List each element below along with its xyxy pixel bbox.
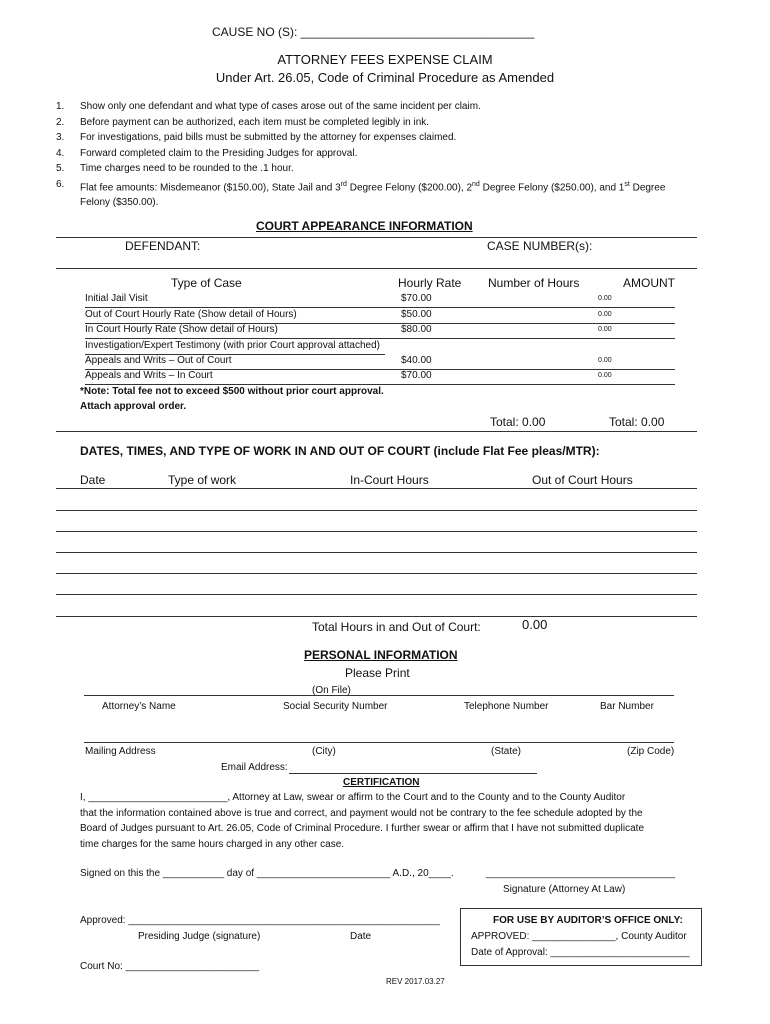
work-line[interactable] — [56, 594, 697, 595]
signature-label: Signature (Attorney At Law) — [503, 884, 626, 895]
certification-line-1: I, _________________________, Attorney at Law, swear or affirm to the Court and to the County and to the County Auditor — [80, 792, 626, 803]
please-print: Please Print — [345, 666, 410, 680]
col-in-court-hours: In-Court Hours — [350, 473, 429, 487]
approved-line[interactable]: Approved: ________________________________________________________ — [80, 915, 440, 926]
telephone-label: Telephone Number — [464, 701, 549, 712]
signature-line[interactable]: __________________________________ — [486, 868, 676, 879]
instruction-item: 5. Time charges need to be rounded to the .1 hour. — [56, 163, 294, 174]
instruction-item: 4. Forward completed claim to the Presiding Judges for approval. — [56, 147, 358, 159]
city-label: (City) — [312, 746, 336, 757]
fee-note-approval: Attach approval order. — [80, 401, 187, 412]
court-no-line[interactable]: Court No: ________________________ — [80, 961, 260, 972]
col-type-of-case: Type of Case — [171, 276, 242, 290]
work-line[interactable] — [56, 531, 697, 532]
instruction-item: 2. Before payment can be authorized, each item must be completed legibly in ink. — [56, 116, 430, 128]
instruction-item: Felony ($350.00). — [80, 197, 159, 209]
total-hours: Total: 0.00 — [490, 415, 546, 429]
col-out-court-hours: Out of Court Hours — [532, 473, 633, 487]
state-label: (State) — [491, 746, 522, 757]
fee-row-out-of-court[interactable]: Out of Court Hourly Rate (Show detail of Hours) $50.00 0.00 — [85, 308, 675, 324]
certification-line-2: that the information contained above is true and correct, and payment would not be contrary to the fee schedule adopted by the — [80, 808, 643, 819]
work-heading: DATES, TIMES, AND TYPE OF WORK IN AND OUT OF COURT (include Flat Fee pleas/MTR): — [80, 444, 600, 458]
instruction-item: 3. For investigations, paid bills must be submitted by the attorney for expenses claimed. — [56, 132, 457, 143]
auditor-date[interactable]: Date of Approval: _________________________ — [471, 947, 690, 958]
col-number-of-hours: Number of Hours — [488, 276, 580, 290]
work-line[interactable] — [56, 573, 697, 574]
personal-info-heading: PERSONAL INFORMATION — [304, 648, 458, 662]
cause-number-label: CAUSE NO (S): ___________________________________ — [212, 25, 535, 39]
fee-row-in-court[interactable]: In Court Hourly Rate (Show detail of Hours) $80.00 0.00 — [85, 323, 675, 339]
certification-line-3: Board of Judges pursuant to Art. 26.05, Code of Criminal Procedure. I further swear or affirm that I have not submitted duplicate — [80, 823, 645, 834]
form-subtitle: Under Art. 26.05, Code of Criminal Procedure as Amended — [215, 70, 555, 85]
email-label: Email Address: — [221, 762, 288, 773]
instruction-item: 6. Flat fee amounts: Misdemeanor ($150.00), State Jail and 3rd Degree Felony ($200.00), 2nd Degree Felony ($250.00), and 1st Degree — [56, 178, 666, 193]
signed-on-line[interactable]: Signed on this the ___________ day of ________________________ A.D., 20____. — [80, 868, 454, 879]
fee-row-appeals-out[interactable]: Appeals and Writs – Out of Court $40.00 0.00 — [85, 354, 675, 370]
mailing-address-line[interactable] — [84, 742, 674, 743]
fee-row-initial-jail-visit[interactable]: Initial Jail Visit $70.00 0.00 — [85, 292, 675, 308]
case-number-label: CASE NUMBER(s): — [487, 239, 593, 253]
ssn-label: Social Security Number — [283, 701, 388, 712]
work-line[interactable] — [56, 510, 697, 511]
presiding-judge-label: Presiding Judge (signature) — [138, 931, 261, 942]
attorney-info-line[interactable] — [84, 695, 674, 696]
defendant-label: DEFENDANT: — [125, 239, 201, 253]
auditor-heading: FOR USE BY AUDITOR’S OFFICE ONLY: — [493, 915, 683, 926]
defendant-line — [56, 268, 697, 269]
col-hourly-rate: Hourly Rate — [398, 276, 462, 290]
work-line[interactable] — [56, 552, 697, 553]
approval-date-label: Date — [350, 931, 372, 942]
bar-number-label: Bar Number — [600, 701, 654, 712]
total-amount: Total: 0.00 — [609, 415, 665, 429]
col-type-of-work: Type of work — [168, 473, 237, 487]
work-line[interactable] — [56, 616, 697, 617]
col-amount: AMOUNT — [623, 276, 675, 290]
zip-label: (Zip Code) — [627, 746, 675, 757]
auditor-approved[interactable]: APPROVED: _______________, County Auditor — [471, 931, 687, 942]
auditor-box — [460, 908, 702, 966]
col-date: Date — [80, 473, 106, 487]
instructions-list — [56, 99, 696, 211]
mailing-address-label: Mailing Address — [85, 746, 156, 757]
instruction-item: 1. Show only one defendant and what type of cases arose out of the same incident per claim. — [56, 101, 481, 112]
form-title: ATTORNEY FEES EXPENSE CLAIM — [277, 52, 493, 67]
certification-heading: CERTIFICATION — [343, 777, 420, 788]
fee-row-investigation[interactable]: Investigation/Expert Testimony (with prior Court approval attached) — [85, 339, 385, 355]
email-field[interactable] — [289, 773, 537, 774]
total-hours-in-out-label: Total Hours in and Out of Court: — [312, 620, 481, 634]
fee-note: *Note: Total fee not to exceed $500 without prior court approval. — [80, 386, 384, 397]
attorney-name-label: Attorney’s Name — [102, 701, 176, 712]
revision-label: REV 2017.03.27 — [386, 977, 445, 986]
court-appearance-heading: COURT APPEARANCE INFORMATION — [256, 219, 473, 233]
on-file-note: (On File) — [312, 685, 351, 696]
fee-row-appeals-in[interactable]: Appeals and Writs – In Court $70.00 0.00 — [85, 369, 675, 385]
total-hours-in-out-value: 0.00 — [522, 617, 548, 632]
certification-line-4: time charges for the same hours charged in any other case. — [80, 839, 345, 850]
